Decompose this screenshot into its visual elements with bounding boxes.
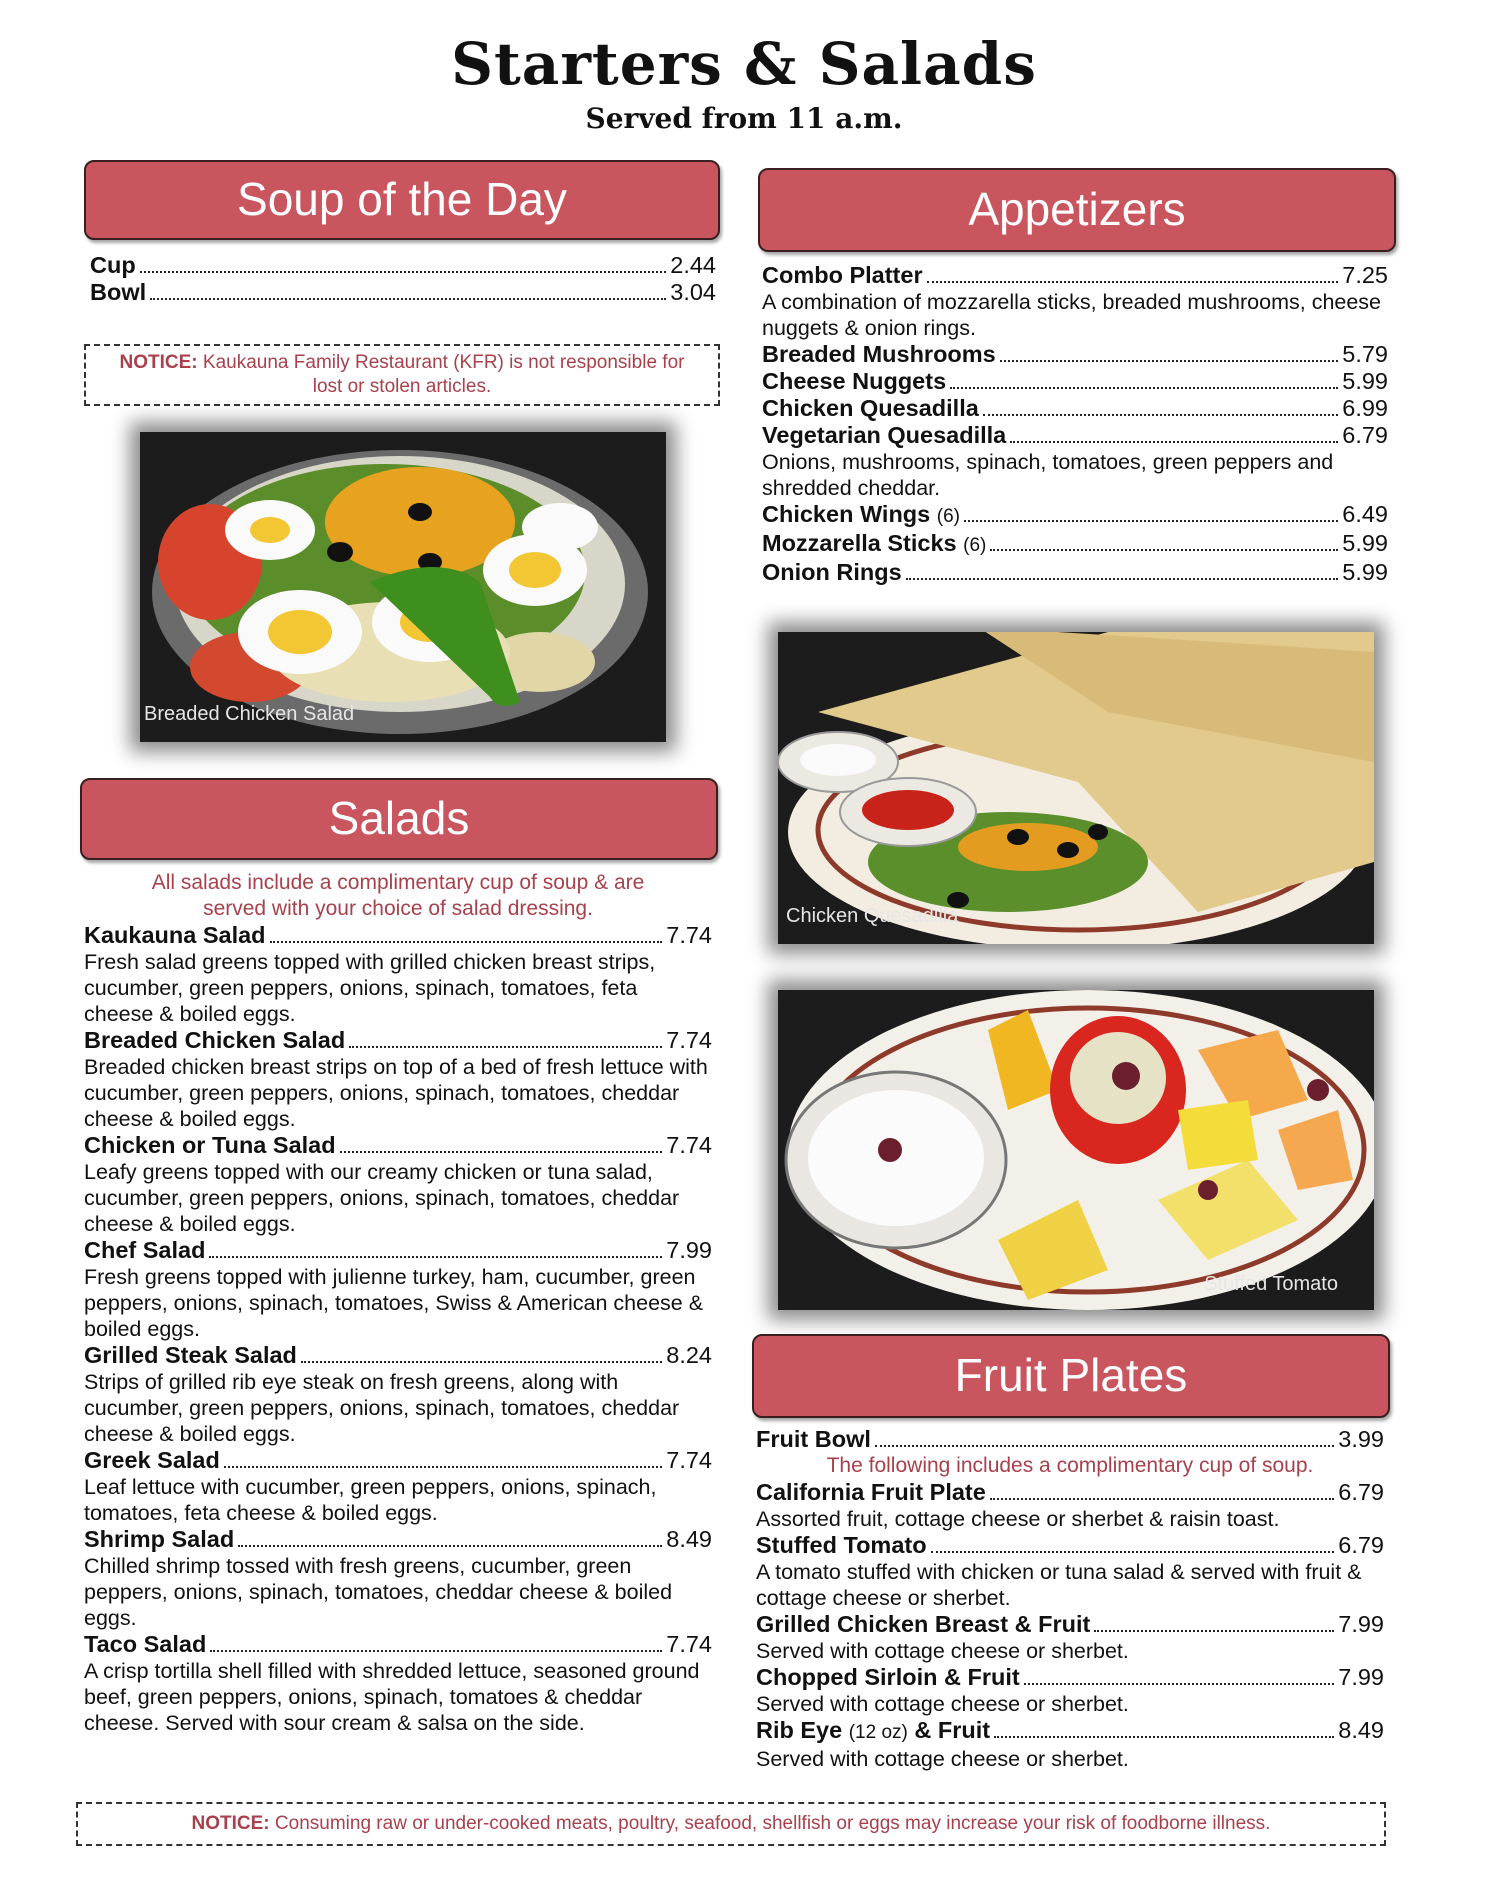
- leader-dots: [1094, 1630, 1334, 1632]
- leader-dots: [349, 1046, 662, 1048]
- page-subtitle: Served from 11 a.m.: [585, 102, 903, 135]
- item-price: 3.04: [670, 279, 716, 305]
- leader-dots: [906, 578, 1339, 580]
- item-description: Chilled shrimp tossed with fresh greens, cucumber, green peppers, onions, spinach, tomatoes, cheddar cheese & boiled eggs.: [84, 1554, 673, 1630]
- item-price: 3.99: [1338, 1426, 1384, 1452]
- item-name-text: Chef Salad: [84, 1237, 206, 1263]
- notice-text: Consuming raw or under-cooked meats, poultry, seafood, shellfish or eggs may increase your risk of foodborne illness.: [274, 1813, 1271, 1834]
- item-name-text: Combo Platter: [762, 262, 923, 288]
- item-name: [84, 922, 266, 949]
- item-price: 6.49: [1342, 501, 1388, 527]
- item-price: 6.79: [1338, 1479, 1384, 1505]
- leader-dots: [238, 1545, 662, 1547]
- item-price: 7.74: [666, 1027, 712, 1053]
- item-name: [762, 559, 902, 586]
- salad-illustration: [140, 432, 666, 742]
- item-name: [756, 1664, 1020, 1691]
- leader-dots: [1010, 441, 1338, 443]
- item-price: 7.74: [666, 1631, 712, 1657]
- item-price: 8.49: [666, 1526, 712, 1552]
- salad-photo-caption: Breaded Chicken Salad: [144, 703, 355, 725]
- item-price: 7.74: [666, 922, 712, 948]
- item-qualifier: (6): [963, 535, 987, 556]
- menu-item: [762, 422, 1388, 449]
- item-name-text: Chicken Wings: [762, 501, 931, 527]
- notice-label: NOTICE:: [191, 1813, 270, 1834]
- item-description: Fresh greens topped with julienne turkey, ham, cucumber, green peppers, onions, spinach, tomatoes, Swiss & American cheese & boiled eggs.: [84, 1265, 704, 1341]
- appetizers-heading-banner: [758, 168, 1396, 252]
- leader-dots: [990, 549, 1338, 551]
- leader-dots: [1024, 1683, 1335, 1685]
- lost-articles-notice: [84, 344, 720, 406]
- leader-dots: [209, 1256, 662, 1258]
- fruit-section: [756, 1426, 1384, 1772]
- item-price: 5.99: [1342, 559, 1388, 585]
- leader-dots: [270, 941, 663, 943]
- soup-item-cup: [90, 252, 716, 279]
- stuffed-tomato-illustration: [778, 990, 1374, 1310]
- appetizer-list: [762, 262, 1388, 586]
- item-price: 7.99: [666, 1237, 712, 1263]
- leader-dots: [994, 1736, 1334, 1738]
- item-name: [84, 1027, 345, 1054]
- item-name-suffix: & Fruit: [914, 1717, 991, 1743]
- menu-item: [84, 1526, 712, 1553]
- item-name-text: Greek Salad: [84, 1447, 220, 1473]
- leader-dots: [340, 1151, 663, 1153]
- menu-item: [762, 262, 1388, 289]
- fruit-heading-banner: [752, 1334, 1390, 1418]
- salad-photo: [140, 432, 666, 742]
- salads-section: [84, 870, 712, 1736]
- soup-heading: Soup of the Day: [237, 173, 567, 225]
- leader-dots: [210, 1650, 662, 1652]
- item-name-text: Chicken Quesadilla: [762, 395, 979, 421]
- item-name: [756, 1717, 990, 1746]
- item-name: [84, 1526, 234, 1553]
- menu-item: [756, 1664, 1384, 1691]
- item-name-text: Grilled Chicken Breast & Fruit: [756, 1611, 1091, 1637]
- item-name-text: Mozzarella Sticks: [762, 530, 957, 556]
- quesadilla-illustration: [778, 632, 1374, 944]
- item-name-text: Stuffed Tomato: [756, 1532, 927, 1558]
- item-name-text: Breaded Chicken Salad: [84, 1027, 346, 1053]
- item-price: 7.99: [1338, 1664, 1384, 1690]
- menu-item: [756, 1479, 1384, 1506]
- item-price: 7.25: [1342, 262, 1388, 288]
- leader-dots: [1000, 360, 1339, 362]
- leader-dots: [140, 271, 667, 273]
- menu-item: [756, 1717, 1384, 1746]
- leader-dots: [927, 281, 1339, 283]
- fruit-note: The following includes a complimentary cup of soup.: [826, 1454, 1314, 1477]
- quesadilla-photo: [778, 632, 1374, 944]
- item-name: [84, 1132, 336, 1159]
- item-name: [762, 395, 979, 422]
- salads-heading-banner: [80, 778, 718, 860]
- item-name: [84, 1237, 205, 1264]
- item-name-text: Grilled Steak Salad: [84, 1342, 297, 1368]
- leader-dots: [224, 1466, 662, 1468]
- item-name: Fruit Bowl: [756, 1426, 871, 1452]
- item-name-text: Taco Salad: [84, 1631, 207, 1657]
- salad-list: [84, 922, 712, 1736]
- item-price: 6.79: [1342, 422, 1388, 448]
- item-price: 8.49: [1338, 1717, 1384, 1743]
- item-name-text: Vegetarian Quesadilla: [762, 422, 1007, 448]
- menu-item: [762, 368, 1388, 395]
- page-title: Starters & Salads: [451, 30, 1037, 98]
- item-name: Cup: [90, 252, 136, 278]
- quesadilla-photo-caption: Chicken Quesadilla: [786, 905, 959, 927]
- item-description: A tomato stuffed with chicken or tuna salad & served with fruit & cottage cheese or sherbet.: [756, 1560, 1362, 1610]
- notice-text: Kaukauna Family Restaurant (KFR) is not responsible for lost or stolen articles.: [202, 352, 685, 397]
- item-price: 5.99: [1342, 368, 1388, 394]
- leader-dots: [931, 1551, 1335, 1553]
- item-description: A crisp tortilla shell filled with shredded lettuce, seasoned ground beef, green peppers, onions, spinach, tomatoes & cheddar cheese. Served with sour cream & salsa on the side.: [84, 1659, 700, 1735]
- menu-item: [762, 395, 1388, 422]
- item-name: [756, 1479, 986, 1506]
- item-name: [762, 422, 1006, 449]
- menu-item: [84, 1342, 712, 1369]
- item-description: Leaf lettuce with cucumber, green peppers, onions, spinach, tomatoes, feta cheese & boiled eggs.: [84, 1475, 657, 1525]
- menu-item: [762, 559, 1388, 586]
- menu-item: [762, 341, 1388, 368]
- item-description: Assorted fruit, cottage cheese or sherbet & raisin toast.: [756, 1507, 1280, 1531]
- leader-dots: [875, 1445, 1334, 1447]
- item-name: [84, 1447, 220, 1474]
- item-description: Served with cottage cheese or sherbet.: [756, 1639, 1129, 1663]
- item-description: Onions, mushrooms, spinach, tomatoes, green peppers and shredded cheddar.: [762, 450, 1334, 500]
- item-price: 6.99: [1342, 395, 1388, 421]
- menu-item: [84, 1447, 712, 1474]
- item-description: Served with cottage cheese or sherbet.: [756, 1692, 1129, 1716]
- item-price: 7.74: [666, 1132, 712, 1158]
- item-name-text: Shrimp Salad: [84, 1526, 235, 1552]
- item-name: [762, 262, 923, 289]
- item-description: Strips of grilled rib eye steak on fresh greens, along with cucumber, green peppers, onions, spinach, tomatoes, cheddar cheese & boiled eggs.: [84, 1370, 680, 1446]
- menu-item: [84, 922, 712, 949]
- item-price: 2.44: [670, 252, 716, 278]
- menu-item: [762, 501, 1388, 530]
- leader-dots: [964, 520, 1338, 522]
- item-price: 7.74: [666, 1447, 712, 1473]
- stuffed-tomato-photo-caption: Stuffed Tomato: [1204, 1273, 1338, 1295]
- fruit-heading: Fruit Plates: [954, 1349, 1188, 1401]
- item-name: [762, 341, 996, 368]
- item-description: Leafy greens topped with our creamy chicken or tuna salad, cucumber, green peppers, onions, spinach, tomatoes, cheddar cheese & boiled eggs.: [84, 1160, 680, 1236]
- item-price: 6.79: [1338, 1532, 1384, 1558]
- soup-item-bowl: [90, 279, 716, 306]
- menu-item: [762, 530, 1388, 559]
- item-name: [84, 1342, 297, 1369]
- item-name: [84, 1631, 206, 1658]
- menu-item: [84, 1237, 712, 1264]
- salads-note: All salads include a complimentary cup of soup & are served with your choice of salad dressing.: [151, 871, 645, 920]
- item-price: 8.24: [666, 1342, 712, 1368]
- item-description: A combination of mozzarella sticks, breaded mushrooms, cheese nuggets & onion rings.: [762, 290, 1382, 340]
- menu-item: [756, 1611, 1384, 1638]
- foodborne-illness-notice: [76, 1802, 1386, 1846]
- item-name-text: Kaukauna Salad: [84, 922, 266, 948]
- notice-label: NOTICE:: [119, 352, 198, 373]
- leader-dots: [950, 387, 1338, 389]
- menu-item: [756, 1532, 1384, 1559]
- item-qualifier: (6): [936, 506, 960, 527]
- fruit-bowl-item: [756, 1426, 1384, 1453]
- soup-heading-banner: [84, 160, 720, 240]
- stuffed-tomato-photo: [778, 990, 1374, 1310]
- menu-item: [84, 1132, 712, 1159]
- fruit-list: [756, 1479, 1384, 1772]
- appetizers-heading: Appetizers: [968, 183, 1186, 235]
- item-name-text: California Fruit Plate: [756, 1479, 986, 1505]
- leader-dots: [150, 298, 666, 300]
- item-name-text: Breaded Mushrooms: [762, 341, 996, 367]
- leader-dots: [983, 414, 1338, 416]
- item-qualifier: (12 oz): [848, 1722, 908, 1743]
- item-name-text: Onion Rings: [762, 559, 902, 585]
- item-name: [762, 530, 986, 559]
- menu-item: [84, 1631, 712, 1658]
- item-name: [762, 501, 960, 530]
- item-description: Fresh salad greens topped with grilled chicken breast strips, cucumber, green peppers, onions, spinach, tomatoes, feta cheese & boiled eggs.: [84, 950, 656, 1026]
- item-name-text: Chicken or Tuna Salad: [84, 1132, 336, 1158]
- item-name: [762, 368, 946, 395]
- item-description: Breaded chicken breast strips on top of a bed of fresh lettuce with cucumber, green peppers, onions, spinach, tomatoes, cheddar cheese & boiled eggs.: [84, 1055, 708, 1131]
- salads-heading: Salads: [328, 792, 470, 844]
- item-name: [756, 1532, 927, 1559]
- item-price: 7.99: [1338, 1611, 1384, 1637]
- item-name: Bowl: [90, 279, 147, 305]
- leader-dots: [301, 1361, 662, 1363]
- item-description: Served with cottage cheese or sherbet.: [756, 1747, 1129, 1771]
- item-name-text: Chopped Sirloin & Fruit: [756, 1664, 1020, 1690]
- item-price: 5.99: [1342, 530, 1388, 556]
- leader-dots: [990, 1498, 1334, 1500]
- item-price: 5.79: [1342, 341, 1388, 367]
- menu-item: [84, 1027, 712, 1054]
- item-name: [756, 1611, 1090, 1638]
- soup-list: [90, 252, 716, 306]
- item-name-text: Cheese Nuggets: [762, 368, 947, 394]
- item-name-text: Rib Eye: [756, 1717, 843, 1743]
